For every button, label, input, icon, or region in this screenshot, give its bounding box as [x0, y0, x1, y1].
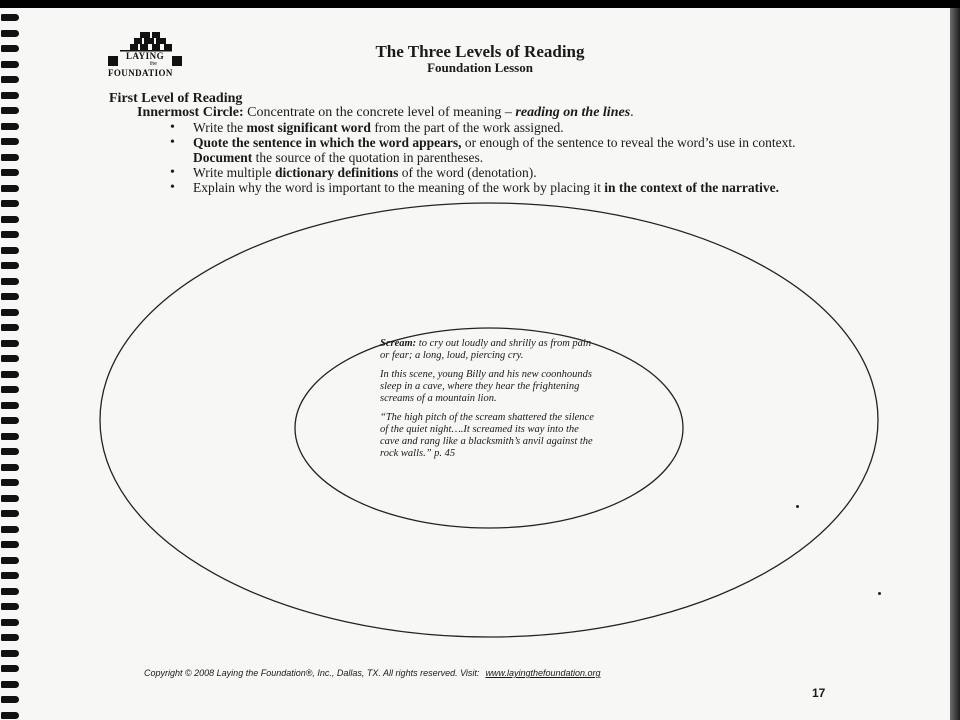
instruction-text: Explain why the word is important to the meaning of the work by placing it [193, 180, 605, 195]
scan-speck [878, 592, 881, 595]
instruction-bold: Quote the sentence in which the word appears, [193, 135, 462, 150]
innermost-circle-text: Concentrate on the concrete level of meaning – [243, 105, 516, 120]
section-heading: First Level of Reading [109, 91, 243, 106]
innermost-circle-label: Innermost Circle: [137, 105, 244, 120]
page-title: The Three Levels of Reading [375, 42, 585, 61]
scan-speck [796, 505, 799, 508]
instruction-bold: most significant word [246, 120, 371, 135]
instruction-bold: dictionary definitions [274, 165, 399, 180]
instruction-text: from the part of the work assigned. [370, 120, 564, 135]
definition-paragraph [380, 338, 600, 362]
page-number: 17 [812, 686, 826, 700]
quotation-paragraph: “The high pitch of the scream shattered the silence of the quiet night….It screamed its way into the cave and rang like a blacksmith’s anvil against the rock walls.” p. 45 [380, 412, 594, 459]
instruction-text: of the word (denotation). [398, 165, 537, 180]
logo-text-foundation: FOUNDATION [108, 68, 173, 78]
vocabulary-word: Scream: [380, 338, 417, 349]
copyright-notice [144, 668, 601, 678]
website-link[interactable]: www.layingthefoundation.org [485, 668, 601, 678]
instruction-text: the source of the quotation in parentheses. [252, 150, 484, 165]
instruction-bold: in the context of the narrative. [604, 180, 780, 195]
instruction-text: or enough of the sentence to reveal the word’s use in context. [461, 135, 796, 150]
instruction-text: Write multiple [193, 165, 275, 180]
page-subtitle: Foundation Lesson [427, 60, 533, 75]
innermost-circle-content [380, 338, 600, 467]
logo-text-laying: LAYING [126, 51, 165, 61]
word-definition: to cry out loudly and shrilly as from pain or fear; a long, loud, piercing cry. [380, 338, 592, 361]
context-paragraph: In this scene, young Billy and his new coonhounds sleep in a cave, where they hear the frightening screams of a mountain lion. [380, 369, 593, 404]
innermost-circle-end: . [630, 105, 634, 120]
instruction-text: Write the [193, 120, 247, 135]
logo-text-the: the [150, 61, 157, 67]
innermost-circle-emphasis: reading on the lines [515, 105, 631, 120]
copyright-text: Copyright © 2008 Laying the Foundation®, Inc., Dallas, TX. All rights reserved. Visit: [144, 668, 480, 678]
instruction-bold: Document [193, 150, 253, 165]
